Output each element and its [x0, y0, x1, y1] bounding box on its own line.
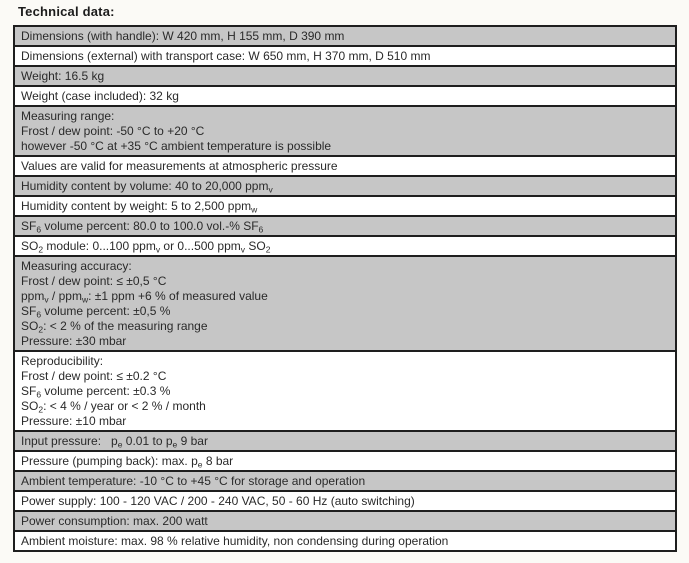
table-row: [15, 157, 675, 177]
row-line: $SO_2$: < 2 % of the measuring range: [21, 318, 208, 334]
row-line: Measuring range:: [21, 108, 115, 123]
table-row: [15, 452, 675, 472]
technical-data-table: [13, 25, 677, 552]
row-line: $SF_6$ volume percent: 80.0 to 100.0 vol.-% $SF_6$: [21, 218, 264, 234]
subscript: v: [155, 244, 161, 254]
table-row: [15, 512, 675, 532]
row-line: $SF_6$ volume percent: ±0,5 %: [21, 303, 171, 319]
table-row: [15, 67, 675, 87]
row-line: Humidity content by volume: 40 to 20,000 ppm$_v$: [21, 178, 273, 194]
row-line: Dimensions (external) with transport case: W 650 mm, H 370 mm, D 510 mm: [21, 48, 431, 63]
table-row: [15, 47, 675, 67]
table-row: [15, 352, 675, 432]
subscript: w: [81, 294, 89, 304]
table-row: [15, 177, 675, 197]
row-line: Ambient moisture: max. 98 % relative humidity, non condensing during operation: [21, 533, 449, 548]
subscript: 2: [38, 244, 44, 254]
row-line: ppm$_v$ / ppm$_w$: ±1 ppm +6 % of measured value: [21, 288, 268, 304]
row-line: Power consumption: max. 200 watt: [21, 513, 208, 528]
subscript: w: [251, 204, 258, 214]
row-line: $SO_2$ module: 0...100 ppm$_v$ or 0...500 ppm$_v$ $SO_2$: [21, 238, 271, 254]
subscript: e: [197, 459, 203, 469]
table-row: [15, 472, 675, 492]
table-row: [15, 217, 675, 237]
row-line: Power supply: 100 - 120 VAC / 200 - 240 VAC, 50 - 60 Hz (auto switching): [21, 493, 415, 508]
row-line: Weight: 16.5 kg: [21, 68, 105, 83]
subscript: v: [240, 244, 246, 254]
subscript: 6: [36, 309, 42, 319]
row-line: $SO_2$: < 4 % / year or < 2 % / month: [21, 398, 206, 414]
table-row: [15, 107, 675, 157]
subscript: 6: [36, 389, 42, 399]
subscript: 6: [36, 224, 42, 234]
subscript: e: [172, 439, 178, 449]
row-line: $SF_6$ volume percent: ±0.3 %: [21, 383, 171, 399]
table-row: [15, 87, 675, 107]
row-line: Measuring accuracy:: [21, 258, 132, 273]
subscript: e: [117, 439, 123, 449]
row-line: Values are valid for measurements at atmospheric pressure: [21, 158, 338, 173]
row-line: Frost / dew point: ≤ ±0,5 °C: [21, 273, 167, 288]
subscript: v: [268, 184, 273, 194]
subscript: v: [44, 294, 49, 304]
table-row: [15, 492, 675, 512]
row-line: Pressure: ±30 mbar: [21, 333, 127, 348]
subscript: 2: [265, 244, 271, 254]
table-row: [15, 27, 675, 47]
table-row: [15, 237, 675, 257]
row-line: however -50 °C at +35 °C ambient temperature is possible: [21, 138, 332, 153]
row-line: Input pressure: $p_e$ 0.01 to $p_e$ 9 bar: [21, 433, 208, 449]
subscript: 2: [38, 404, 44, 414]
row-line: Pressure: ±10 mbar: [21, 413, 127, 428]
subscript: 2: [38, 324, 44, 334]
row-line: Humidity content by weight: 5 to 2,500 ppm$_w$: [21, 198, 258, 214]
table-row: [15, 432, 675, 452]
table-row: [15, 257, 675, 352]
row-line: Dimensions (with handle): W 420 mm, H 155 mm, D 390 mm: [21, 28, 345, 43]
row-line: Weight (case included): 32 kg: [21, 88, 179, 103]
row-line: Pressure (pumping back): max. $p_e$ 8 bar: [21, 453, 234, 469]
row-line: Frost / dew point: ≤ ±0.2 °C: [21, 368, 167, 383]
table-row: [15, 532, 675, 550]
page-title: Technical data:: [18, 4, 115, 19]
row-line: Frost / dew point: -50 °C to +20 °C: [21, 123, 205, 138]
row-line: Reproducibility:: [21, 353, 104, 368]
table-row: [15, 197, 675, 217]
row-line: Ambient temperature: -10 °C to +45 °C for storage and operation: [21, 473, 366, 488]
subscript: 6: [258, 224, 264, 234]
